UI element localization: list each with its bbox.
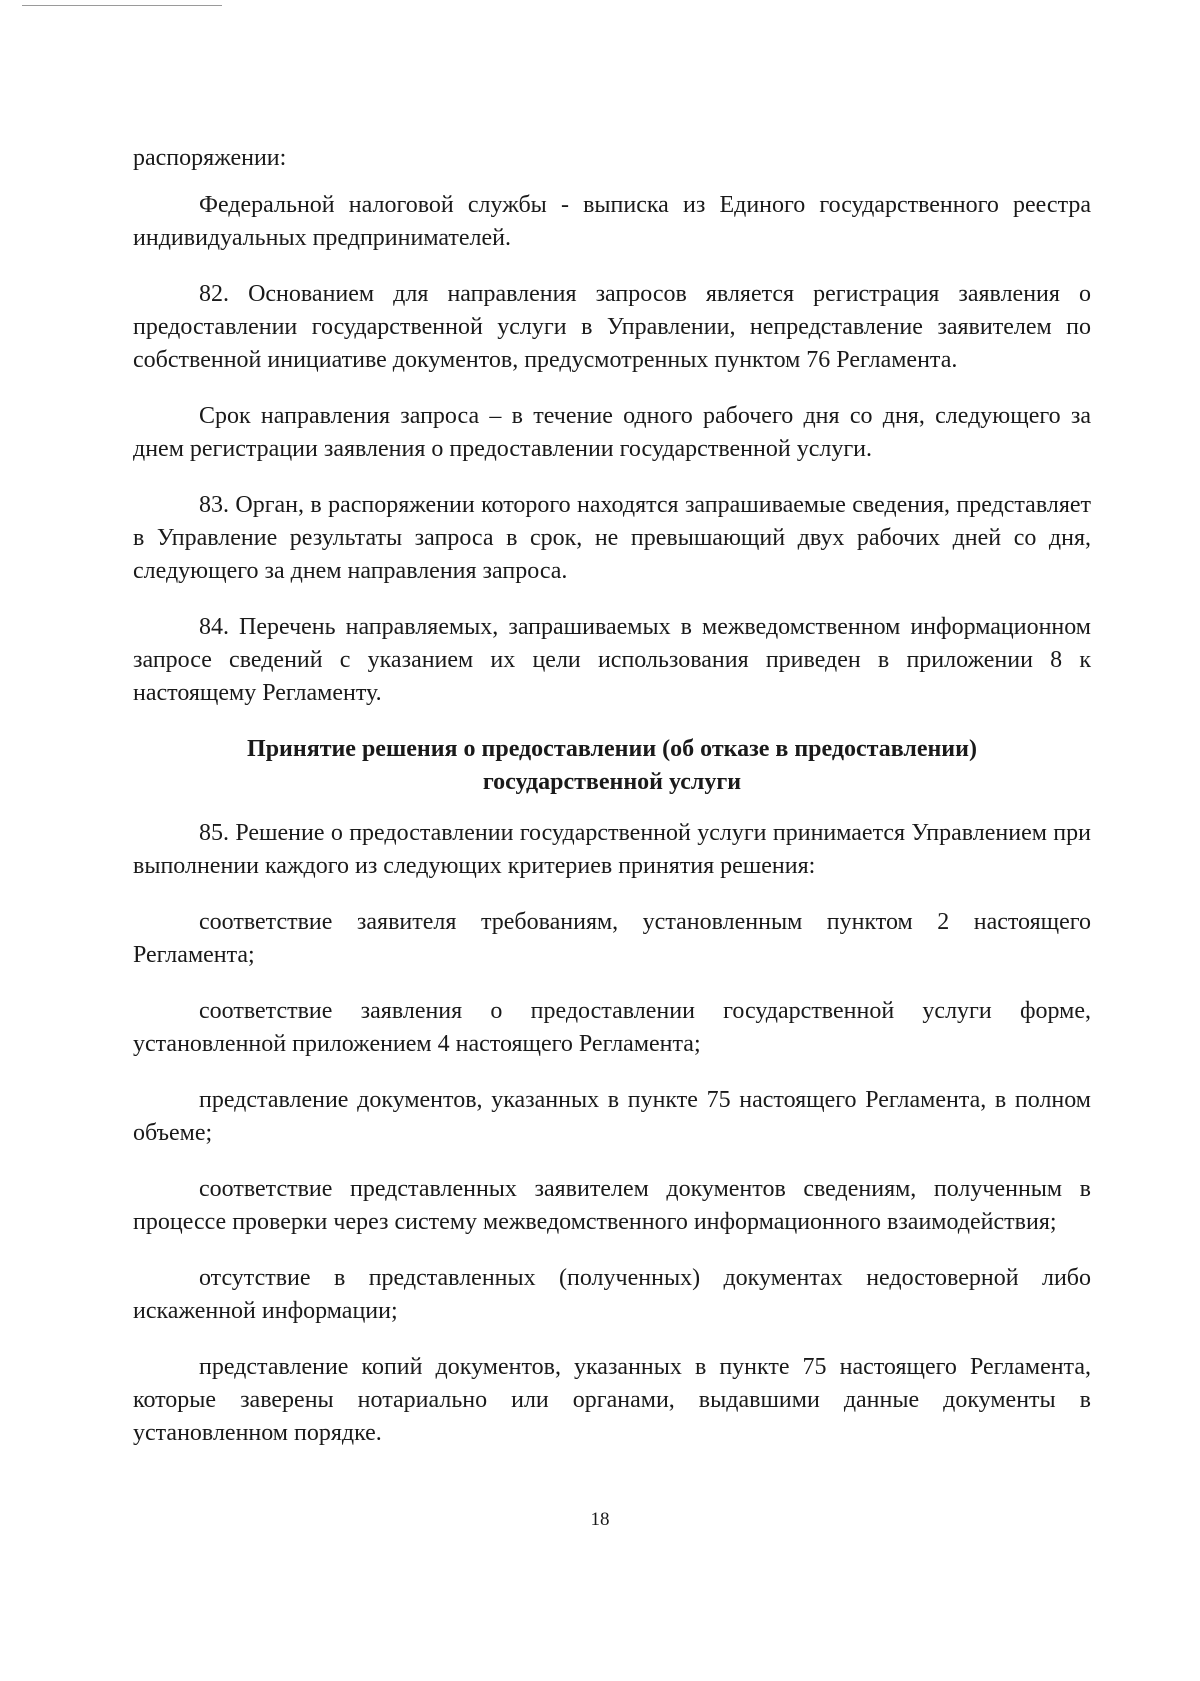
section-heading-line-2: государственной услуги — [482, 769, 742, 795]
criterion-documents-match: соответствие представленных заявителем документов сведениям, полученным в процессе проверки через систему межведомственного информационного взаимодействия; — [133, 1176, 1091, 1235]
scan-edge-line — [22, 5, 222, 6]
page-number: 18 — [590, 1509, 610, 1530]
paragraph-84: 84. Перечень направляемых, запрашиваемых в межведомственном информационном запросе сведений с указанием их цели использования приведен в приложении 8 к настоящему Регламенту. — [133, 614, 1091, 706]
paragraph-85: 85. Решение о предоставлении государственной услуги принимается Управлением при выполнении каждого из следующих критериев принятия решения: — [133, 820, 1091, 879]
paragraph-82: 82. Основанием для направления запросов является регистрация заявления о предоставлении государственной услуги в Управлении, непредставление заявителем по собственной инициативе документов, предусмотренных пунктом 76 Регламента. — [133, 281, 1091, 373]
paragraph-request-term: Срок направления запроса – в течение одного рабочего дня со дня, следующего за днем регистрации заявления о предоставлении государственной услуги. — [133, 403, 1091, 462]
criterion-application-form: соответствие заявления о предоставлении государственной услуги форме, установленной приложением 4 настоящего Регламента; — [133, 998, 1091, 1057]
paragraph-continuation: распоряжении: — [133, 145, 287, 171]
document-body — [133, 142, 1091, 1473]
paragraph-tax-service: Федеральной налоговой службы - выписка из Единого государственного реестра индивидуальных предпринимателей. — [133, 192, 1091, 251]
criterion-applicant-requirements: соответствие заявителя требованиям, установленным пунктом 2 настоящего Регламента; — [133, 909, 1091, 968]
section-heading — [133, 733, 1091, 799]
section-heading-line-1: Принятие решения о предоставлении (об отказе в предоставлении) — [247, 736, 977, 762]
paragraph-83: 83. Орган, в распоряжении которого находятся запрашиваемые сведения, представляет в Управление результаты запроса в срок, не превышающий двух рабочих дней со дня, следующего за днем направления запроса. — [133, 492, 1091, 584]
criterion-documents-complete: представление документов, указанных в пункте 75 настоящего Регламента, в полном объеме; — [133, 1087, 1091, 1146]
criterion-no-false-info: отсутствие в представленных (полученных) документах недостоверной либо искаженной информации; — [133, 1265, 1091, 1324]
criterion-certified-copies: представление копий документов, указанных в пункте 75 настоящего Регламента, которые заверены нотариально или органами, выдавшими данные документы в установленном порядке. — [133, 1354, 1091, 1446]
